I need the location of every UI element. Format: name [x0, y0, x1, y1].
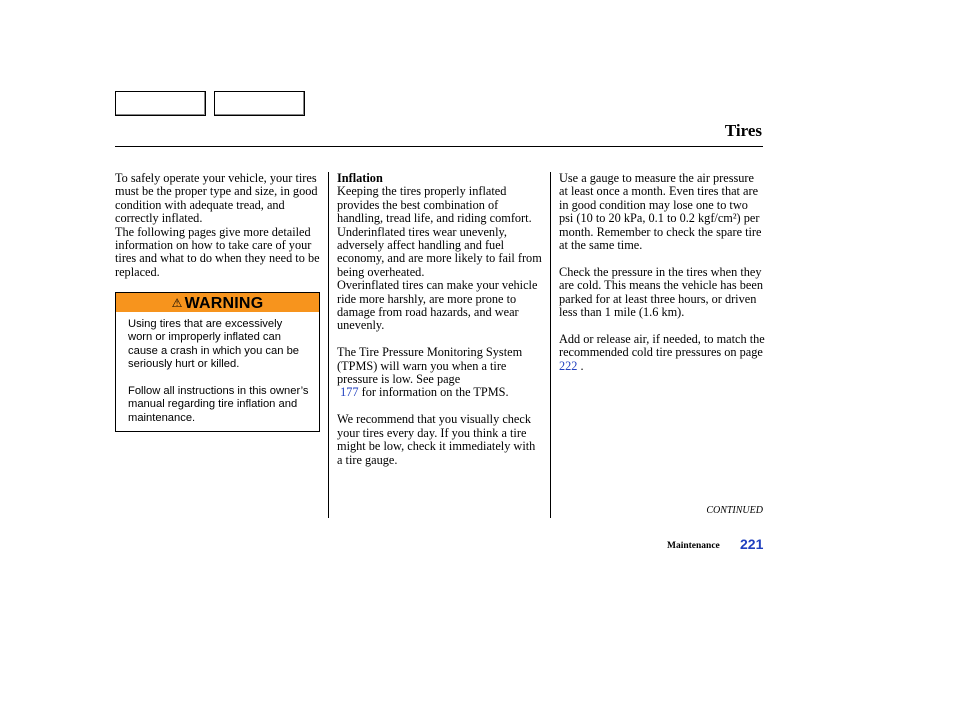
page-link-177[interactable]: 177 — [340, 385, 359, 400]
page-title: Tires — [724, 121, 762, 140]
footer-section-label: Maintenance — [667, 541, 720, 551]
body-paragraph: Check the pressure in the tires when they are cold. This means the vehicle has been parked for at least three hours, or driven less than 1 mile (1.6 km). — [559, 264, 763, 320]
nav-button-previous[interactable] — [115, 91, 206, 116]
continued-label: CONTINUED — [706, 505, 763, 516]
page-link-222[interactable]: 222 — [559, 358, 578, 373]
intro-paragraph: The following pages give more detailed information on how to take care of your tires and what to do when they need to be replaced. — [115, 224, 320, 279]
body-paragraph: The Tire Pressure Monitoring System (TPMS) will warn you when a tire pressure is low. See page 177 for information on the TPMS. — [337, 345, 523, 400]
column-1 — [115, 172, 320, 279]
body-paragraph: Overinflated tires can make your vehicle ride more harshly, are more prone to damage from road hazards, and wear unevenly. — [337, 278, 538, 333]
warning-body — [116, 312, 319, 425]
warning-text: Follow all instructions in this owner’s manual regarding tire inflation and maintenance. — [128, 385, 309, 424]
warning-header — [116, 293, 319, 312]
warning-triangle-icon: ⚠ — [171, 296, 183, 310]
warning-title: WARNING — [184, 295, 264, 312]
body-paragraph: Underinflated tires wear unevenly, adversely affect handling and fuel economy, and are more likely to fail from being overheated. — [337, 224, 542, 279]
body-paragraph: Keeping the tires properly inflated provides the best combination of handling, tread life, and riding comfort. — [337, 184, 532, 226]
body-paragraph: Use a gauge to measure the air pressure at least once a month. Even tires that are in good condition may lose one to two psi (10 to 20 kPa, 0.1 to 0.2 kgf/cm²) per month. Remember to check the spare tire at the same time. — [559, 171, 762, 253]
column-3 — [559, 172, 765, 373]
page-number: 221 — [740, 536, 764, 552]
warning-box — [115, 292, 320, 432]
body-paragraph: We recommend that you visually check your tires every day. If you think a tire might be low, check it immediately with a tire gauge. — [337, 412, 536, 467]
warning-text: Using tires that are excessively worn or improperly inflated can cause a crash in which you can be seriously hurt or killed. — [128, 318, 300, 371]
column-2 — [337, 172, 542, 467]
column-divider — [328, 172, 329, 518]
title-rule — [115, 146, 763, 147]
nav-button-next[interactable] — [214, 91, 305, 116]
body-paragraph: Add or release air, if needed, to match the recommended cold tire pressures on page 222 . — [559, 331, 765, 373]
section-heading: Inflation — [337, 171, 383, 185]
intro-paragraph: To safely operate your vehicle, your tires must be the proper type and size, in good condition with adequate tread, and correctly inflated. — [115, 171, 318, 226]
column-divider — [550, 172, 551, 518]
